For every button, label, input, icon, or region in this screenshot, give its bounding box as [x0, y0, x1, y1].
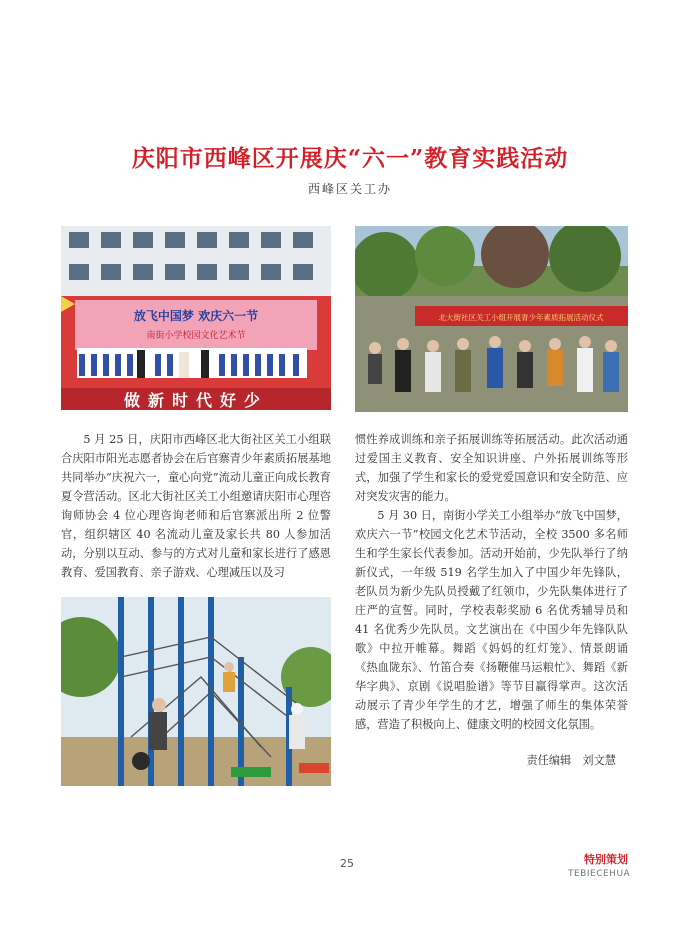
responsible-editor: 责任编辑 刘文慧	[526, 754, 616, 767]
bottom-slogan: 做新时代好少	[123, 391, 269, 410]
page-number: 25	[340, 857, 354, 870]
banner-subtitle: 南街小学校园文化艺术节	[146, 331, 246, 341]
section-name-zh: 特别策划	[584, 853, 628, 866]
photo-stage-performance	[61, 226, 331, 410]
photo-outdoor-group	[355, 226, 628, 412]
paragraph-may-25: 5 月 25 日，庆阳市西峰区北大街社区关工小组联合庆阳市阳光志愿者协会在后官寨青少年素质拓展基地共同举办“庆祝六一，童心向党”流动儿童正向成长教育夏令营活动。区北大街社区关工小组邀请庆阳市心理咨询师协会 4 位心理咨询老师和后官寨派出所 2 位警官，组织辖区 40 名流动儿童及家长共 80 人参加活动，分别以互动、参与的方式对儿童和家长进行了感恩教育、爱国教育、亲子游戏、心理减压以及习	[61, 433, 331, 579]
section-label	[568, 851, 631, 879]
left-text-column	[61, 430, 331, 582]
article-author: 西峰区关工办	[307, 182, 392, 196]
photo-playground	[61, 597, 331, 786]
article-title: 庆阳市西峰区开展庆“六一”教育实践活动	[131, 145, 569, 172]
right-text-column	[355, 430, 628, 734]
paragraph-may-25-continued: 惯性养成训练和亲子拓展训练等拓展活动。此次活动通过爱国主义教育、安全知识讲座、户外拓展训练等形式，加强了学生和家长的爱党爱国意识和安全防范、应对突发灾害的能力。	[355, 433, 628, 503]
playground-illustration	[61, 597, 331, 786]
banner-slogan: 放飞中国梦 欢庆六一节	[133, 309, 259, 323]
paragraph-may-30: 5 月 30 日，南街小学关工小组举办“放飞中国梦，欢庆六一节”校园文化艺术节活动，全校 3500 多名师生和学生家长代表参加。活动开始前，少先队举行了纳新仪式，一年级 519 名学生加入了中国少年先锋队，老队员为新少先队员授戴了红领巾，少先队集体进行了庄严的宣誓。同时，学校表彰奖励 6 名优秀辅导员和 41 名优秀少先队员。文艺演出在《中国少年先锋队队歌》中拉开帷幕。舞蹈《妈妈的红灯笼》、情景朗诵《热血陇东》、竹笛合奏《扬鞭催马运粮忙》、舞蹈《新华字典》、京剧《说唱脸谱》等节目赢得掌声。这次活动展示了青少年学生的才艺，增强了师生的集体荣誉感，营造了积极向上、健康文明的校园文化氛围。	[355, 509, 628, 731]
section-name-en: TEBIECEHUA	[568, 869, 631, 879]
outdoor-group-illustration	[355, 226, 628, 412]
stage-performance-illustration	[61, 226, 331, 410]
outdoor-banner-text: 北大街社区关工小组开展青少年素质拓展活动仪式	[438, 313, 604, 322]
